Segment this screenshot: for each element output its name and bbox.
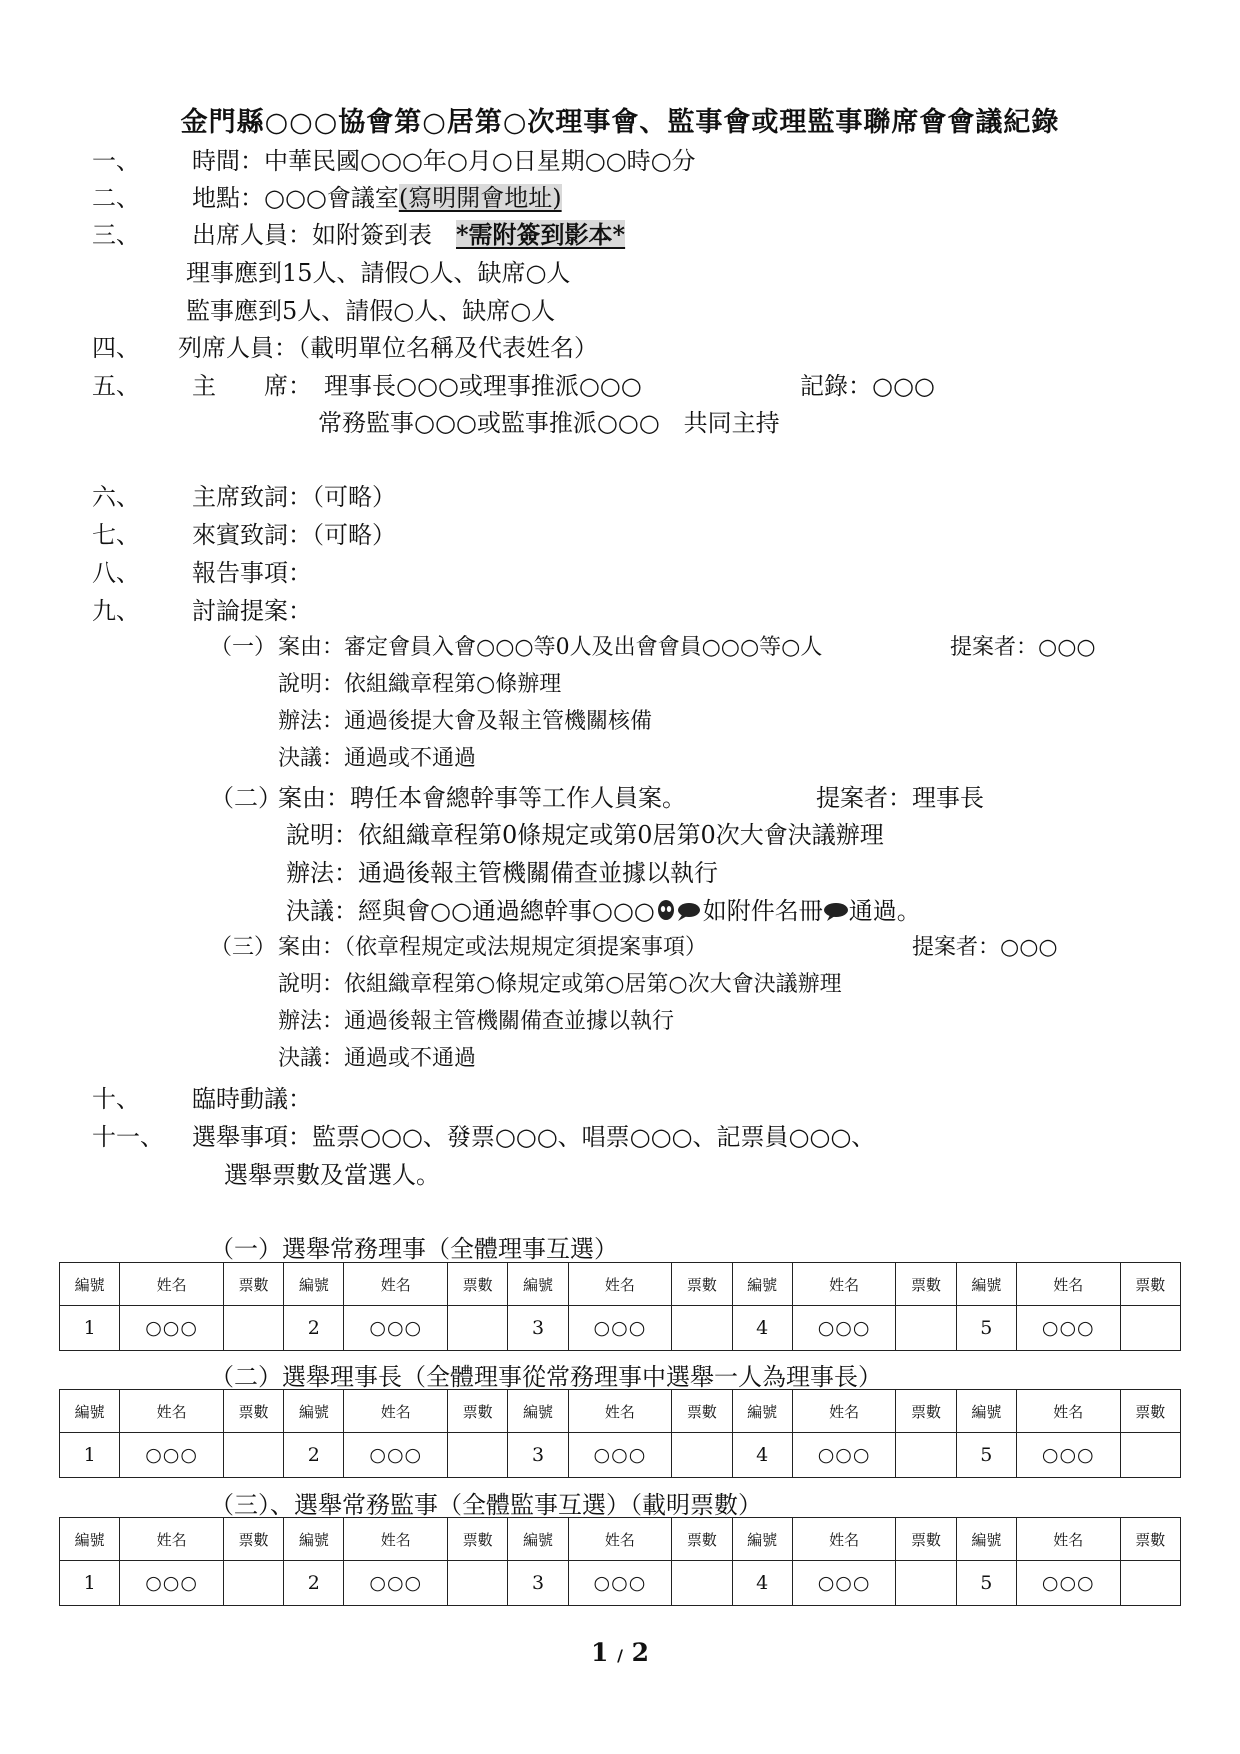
candidate-number: 2 (284, 1561, 344, 1606)
header-name: 姓名 (344, 1390, 448, 1433)
proposal-2-label: （二） (210, 784, 282, 812)
candidate-name: ○○○ (1017, 1433, 1121, 1478)
candidate-name: ○○○ (1017, 1306, 1121, 1351)
section-10-extempore: 臨時動議： (192, 1085, 312, 1113)
candidate-number: 3 (508, 1561, 568, 1606)
candidate-number: 4 (732, 1561, 792, 1606)
header-name: 姓名 (120, 1518, 224, 1561)
section-4-observers: 列席人員：（載明單位名稱及代表姓名） (178, 334, 598, 362)
header-votes: 票數 (672, 1390, 732, 1433)
directors-attendance: 理事應到15人、請假○人、缺席○人 (186, 259, 571, 287)
header-name: 姓名 (792, 1518, 896, 1561)
section-11-number: 十一、 (92, 1123, 164, 1151)
header-name: 姓名 (120, 1263, 224, 1306)
header-name: 姓名 (344, 1518, 448, 1561)
header-number: 編號 (956, 1263, 1016, 1306)
header-votes: 票數 (448, 1263, 508, 1306)
alien-and-speech-bubble-icon (656, 900, 702, 922)
section-2-location (192, 178, 562, 213)
table-2-caption: （二）選舉理事長（全體理事從常務理事中選舉一人為理事長） (210, 1363, 882, 1391)
table-row (60, 1433, 1181, 1478)
header-votes: 票數 (1120, 1390, 1180, 1433)
candidate-number: 3 (508, 1433, 568, 1478)
proposal-1-label: （一） (210, 635, 277, 660)
header-votes: 票數 (223, 1390, 283, 1433)
proposal-1-cause: 案由：審定會員入會○○○等0人及出會會員○○○等○人 (278, 635, 823, 660)
table-row (60, 1561, 1181, 1606)
candidate-votes (1120, 1306, 1180, 1351)
candidate-number: 3 (508, 1306, 568, 1351)
candidate-number: 4 (732, 1433, 792, 1478)
header-votes: 票數 (896, 1390, 956, 1433)
header-votes: 票數 (448, 1390, 508, 1433)
candidate-number: 1 (60, 1561, 120, 1606)
candidate-name: ○○○ (344, 1561, 448, 1606)
candidate-votes (672, 1306, 732, 1351)
table-row (60, 1306, 1181, 1351)
candidate-name: ○○○ (568, 1561, 672, 1606)
header-number: 編號 (732, 1518, 792, 1561)
table-1-standing-directors (59, 1262, 1181, 1351)
section-10-number: 十、 (92, 1085, 140, 1113)
header-name: 姓名 (792, 1263, 896, 1306)
candidate-number: 2 (284, 1433, 344, 1478)
candidate-name: ○○○ (344, 1306, 448, 1351)
header-votes: 票數 (448, 1518, 508, 1561)
candidate-number: 5 (956, 1561, 1016, 1606)
header-name: 姓名 (568, 1390, 672, 1433)
section-8-reports: 報告事項： (192, 559, 312, 587)
candidate-number: 5 (956, 1433, 1016, 1478)
section-8-number: 八、 (92, 559, 140, 587)
header-name: 姓名 (568, 1518, 672, 1561)
proposal-2-explain: 說明：依組織章程第0條規定或第0居第0次大會決議辦理 (286, 821, 884, 849)
header-votes: 票數 (1120, 1518, 1180, 1561)
table-header-row (60, 1263, 1181, 1306)
section-2-number: 二、 (92, 184, 140, 212)
section-6-chair-speech: 主席致詞：（可略） (192, 483, 396, 511)
candidate-votes (896, 1306, 956, 1351)
section-9-number: 九、 (92, 597, 140, 625)
location-text: 地點：○○○會議室 (192, 184, 399, 212)
proposal-2-proposer: 提案者：理事長 (816, 784, 984, 812)
section-5-number: 五、 (92, 372, 140, 400)
candidate-name: ○○○ (568, 1306, 672, 1351)
header-number: 編號 (732, 1263, 792, 1306)
sign-in-note: *需附簽到影本* (456, 220, 626, 249)
candidate-name: ○○○ (792, 1433, 896, 1478)
page-number (0, 1638, 1240, 1667)
section-3-number: 三、 (92, 221, 140, 249)
header-votes: 票數 (896, 1263, 956, 1306)
co-chair-text: 常務監事○○○或監事推派○○○ 共同主持 (318, 409, 780, 437)
header-number: 編號 (284, 1390, 344, 1433)
section-6-number: 六、 (92, 483, 140, 511)
candidate-votes (223, 1433, 283, 1478)
header-votes: 票數 (672, 1263, 732, 1306)
header-number: 編號 (284, 1518, 344, 1561)
header-number: 編號 (60, 1518, 120, 1561)
header-votes: 票數 (223, 1518, 283, 1561)
candidate-name: ○○○ (792, 1306, 896, 1351)
page-total: 2 (631, 1638, 650, 1667)
header-votes: 票數 (223, 1263, 283, 1306)
proposal-2-cause: 案由：聘任本會總幹事等工作人員案。 (278, 784, 686, 812)
proposal-3-label: （三） (210, 935, 277, 960)
header-votes: 票數 (672, 1518, 732, 1561)
header-name: 姓名 (568, 1263, 672, 1306)
section-7-guest-speech: 來賓致詞：（可略） (192, 521, 396, 549)
proposal-1-resolution: 決議：通過或不通過 (278, 746, 477, 771)
candidate-votes (896, 1433, 956, 1478)
proposal-2-resolution (286, 891, 921, 926)
section-4-number: 四、 (92, 334, 140, 362)
proposal-3-cause: 案由：（依章程規定或法規規定須提案事項） (278, 935, 708, 960)
candidate-name: ○○○ (568, 1433, 672, 1478)
resolution-part-c: 通過。 (848, 897, 921, 925)
resolution-part-b: 如附件名冊 (702, 897, 823, 925)
table-header-row (60, 1518, 1181, 1561)
speech-bubble-icon (823, 901, 849, 921)
section-9-proposals: 討論提案： (192, 597, 312, 625)
table-header-row (60, 1390, 1181, 1433)
header-number: 編號 (284, 1263, 344, 1306)
proposal-1-explain: 說明：依組織章程第○條辦理 (278, 672, 562, 697)
proposal-1-proposer: 提案者：○○○ (950, 635, 1096, 660)
header-votes: 票數 (896, 1518, 956, 1561)
candidate-votes (223, 1306, 283, 1351)
candidate-name: ○○○ (120, 1561, 224, 1606)
attendees-text: 出席人員：如附簽到表 (192, 221, 432, 249)
proposal-3-method: 辦法：通過後報主管機關備查並據以執行 (278, 1009, 675, 1034)
table-2-chairperson (59, 1389, 1181, 1478)
chair-text: 理事長○○○或理事推派○○○ (324, 372, 642, 400)
section-1-number: 一、 (92, 147, 140, 175)
header-number: 編號 (508, 1263, 568, 1306)
candidate-name: ○○○ (344, 1433, 448, 1478)
section-11-line2: 選舉票數及當選人。 (224, 1161, 440, 1189)
candidate-votes (1120, 1433, 1180, 1478)
candidate-votes (672, 1433, 732, 1478)
candidate-number: 5 (956, 1306, 1016, 1351)
table-3-standing-supervisors (59, 1517, 1181, 1606)
proposal-3-proposer: 提案者：○○○ (912, 935, 1058, 960)
candidate-votes (672, 1561, 732, 1606)
proposal-2-method: 辦法：通過後報主管機關備查並據以執行 (286, 859, 718, 887)
header-number: 編號 (956, 1518, 1016, 1561)
header-name: 姓名 (1017, 1263, 1121, 1306)
location-note: (寫明開會地址) (398, 184, 562, 212)
candidate-votes (896, 1561, 956, 1606)
candidate-number: 4 (732, 1306, 792, 1351)
page-current: 1 (590, 1638, 609, 1667)
header-number: 編號 (60, 1263, 120, 1306)
header-name: 姓名 (344, 1263, 448, 1306)
candidate-votes (448, 1306, 508, 1351)
candidate-votes (223, 1561, 283, 1606)
proposal-1-method: 辦法：通過後提大會及報主管機關核備 (278, 709, 653, 734)
candidate-name: ○○○ (792, 1561, 896, 1606)
section-3-attendees (192, 215, 625, 250)
candidate-name: ○○○ (1017, 1561, 1121, 1606)
candidate-number: 2 (284, 1306, 344, 1351)
page-separator: / (617, 1646, 623, 1665)
candidate-name: ○○○ (120, 1433, 224, 1478)
proposal-3-resolution: 決議：通過或不通過 (278, 1046, 477, 1071)
section-7-number: 七、 (92, 521, 140, 549)
chair-label: 主 席： (192, 372, 312, 400)
candidate-name: ○○○ (120, 1306, 224, 1351)
header-name: 姓名 (1017, 1518, 1121, 1561)
proposal-3-explain: 說明：依組織章程第○條規定或第○居第○次大會決議辦理 (278, 972, 842, 997)
section-1-time: 時間：中華民國○○○年○月○日星期○○時○分 (192, 147, 696, 175)
recorder-text: 記錄：○○○ (800, 372, 935, 400)
candidate-number: 1 (60, 1433, 120, 1478)
resolution-part-a: 決議：經與會○○通過總幹事○○○ (286, 897, 655, 925)
table-1-caption: （一）選舉常務理事（全體理事互選） (210, 1235, 618, 1263)
header-votes: 票數 (1120, 1263, 1180, 1306)
candidate-votes (448, 1561, 508, 1606)
document-title: 金門縣○○○協會第○居第○次理事會、監事會或理監事聯席會會議紀錄 (180, 107, 1060, 138)
supervisors-attendance: 監事應到5人、請假○人、缺席○人 (186, 297, 556, 325)
header-number: 編號 (956, 1390, 1016, 1433)
header-number: 編號 (60, 1390, 120, 1433)
header-number: 編號 (508, 1518, 568, 1561)
header-name: 姓名 (120, 1390, 224, 1433)
header-name: 姓名 (1017, 1390, 1121, 1433)
table-3-caption: （三）、選舉常務監事（全體監事互選）（載明票數） (210, 1491, 762, 1519)
candidate-votes (1120, 1561, 1180, 1606)
header-name: 姓名 (792, 1390, 896, 1433)
header-number: 編號 (732, 1390, 792, 1433)
candidate-votes (448, 1433, 508, 1478)
candidate-number: 1 (60, 1306, 120, 1351)
header-number: 編號 (508, 1390, 568, 1433)
section-11-election: 選舉事項：監票○○○、發票○○○、唱票○○○、記票員○○○、 (192, 1123, 876, 1151)
